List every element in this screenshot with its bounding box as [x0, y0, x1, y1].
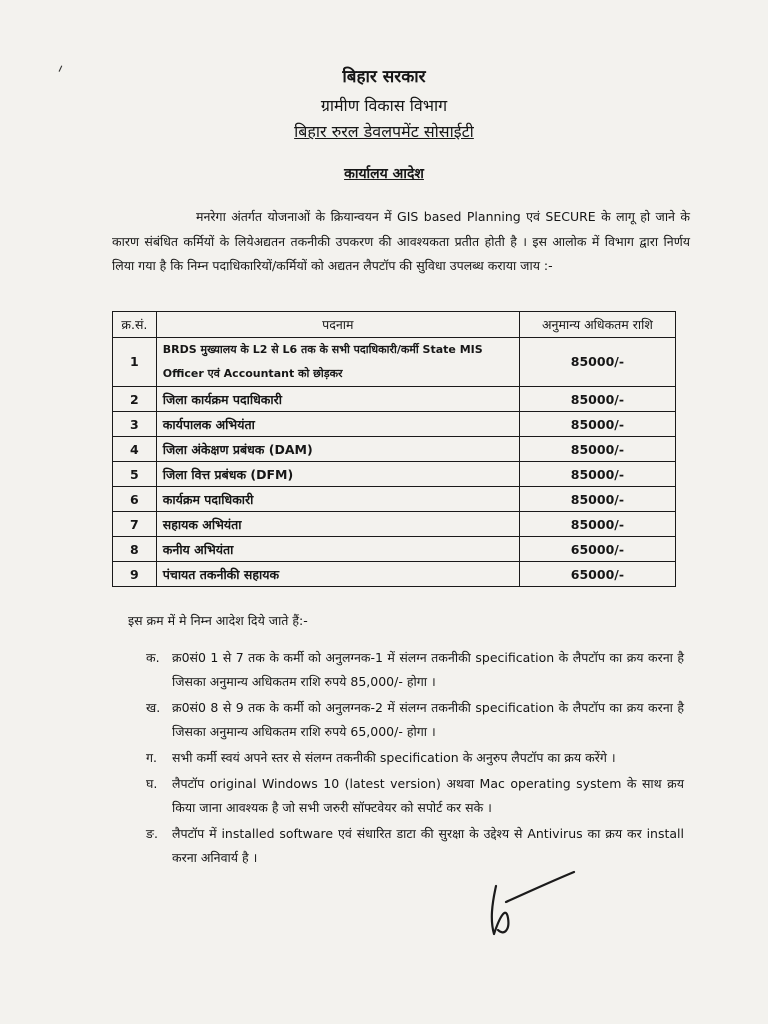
table-row	[113, 487, 676, 512]
row-amount: 65000/-	[519, 562, 675, 587]
row-serial: 9	[113, 562, 157, 587]
laptop-entitlement-table	[112, 311, 676, 587]
header-government: बिहार सरकार	[342, 67, 426, 87]
row-amount: 85000/-	[519, 338, 675, 387]
row-designation: कनीय अभियंता	[156, 537, 519, 562]
table-row	[113, 338, 676, 387]
header-max-amount: अनुमान्य अधिकतम राशि	[519, 312, 675, 338]
margin-tick-mark: ᐟ	[55, 61, 68, 82]
order-marker: ग.	[146, 750, 158, 765]
table-header-row	[113, 312, 676, 338]
order-text: सभी कर्मी स्वयं अपने स्तर से संलग्न तकनीकी specification के अनुरुप लैपटॉप का क्रय करेंगे ।	[172, 750, 616, 765]
header-designation: पदनाम	[156, 312, 519, 338]
table-row	[113, 387, 676, 412]
row-designation: BRDS मुख्यालय के L2 से L6 तक के सभी पदाधिकारी/कर्मी State MIS Officer एवं Accountant को छोड़कर	[156, 338, 519, 387]
order-marker: ङ.	[146, 826, 158, 841]
row-amount: 85000/-	[519, 387, 675, 412]
list-item	[128, 746, 684, 770]
list-item	[128, 772, 684, 820]
row-designation: जिला अंकेक्षण प्रबंधक (DAM)	[156, 437, 519, 462]
table-row	[113, 437, 676, 462]
row-designation: जिला वित्त प्रबंधक (DFM)	[156, 462, 519, 487]
order-marker: घ.	[146, 776, 158, 791]
table-row	[113, 562, 676, 587]
row-serial: 6	[113, 487, 157, 512]
row-serial: 3	[113, 412, 157, 437]
row-amount: 85000/-	[519, 512, 675, 537]
row-serial: 7	[113, 512, 157, 537]
list-item	[128, 822, 684, 870]
row-amount: 85000/-	[519, 462, 675, 487]
order-text: क्र0सं0 1 से 7 तक के कर्मी को अनुलग्नक-1 में संलग्न तकनीकी specification के लैपटॉप का क्रय करना है जिसका अनुमान्य अधिकतम राशि रुपये 85,000/- होगा ।	[172, 650, 684, 689]
table-row	[113, 537, 676, 562]
table-row	[113, 412, 676, 437]
intro-text: मनरेगा अंतर्गत योजनाओं के क्रियान्वयन में GIS based Planning एवं SECURE के लागू हो जाने के कारण संबंधित कर्मियों के लियेअद्यतन तकनीकी उपकरण की आवश्यकता प्रतीत होती है । इस आलोक में विभाग द्वारा निर्णय लिया गया है कि निम्न पदाधिकारियों/कर्मियों को अद्यतन लैपटॉप की सुविधा उपलब्ध कराया जाय :-	[112, 209, 690, 273]
order-text: क्र0सं0 8 से 9 तक के कर्मी को अनुलग्नक-2 में संलग्न तकनीकी specification के लैपटॉप का क्रय करना है जिसका अनुमान्य अधिकतम राशि रुपये 65,000/- होगा ।	[172, 700, 684, 739]
intro-paragraph	[112, 205, 690, 279]
row-designation: सहायक अभियंता	[156, 512, 519, 537]
row-designation: जिला कार्यक्रम पदाधिकारी	[156, 387, 519, 412]
header-society: बिहार रुरल डेवलपमेंट सोसाईटी	[294, 122, 474, 141]
order-text: लैपटॉप में installed software एवं संधारित डाटा की सुरक्षा के उद्देश्य से Antivirus का क्रय कर install करना अनिवार्य है ।	[172, 826, 684, 865]
order-text: लैपटॉप original Windows 10 (latest version) अथवा Mac operating system के साथ क्रय किया जाना आवश्यक है जो सभी जरुरी सॉफ्टवेयर को सपोर्ट कर सके ।	[172, 776, 684, 815]
row-designation: कार्यक्रम पदाधिकारी	[156, 487, 519, 512]
row-serial: 2	[113, 387, 157, 412]
header-department: ग्रामीण विकास विभाग	[320, 96, 448, 115]
row-amount: 85000/-	[519, 437, 675, 462]
order-marker: क.	[146, 650, 160, 665]
orders-intro: इस क्रम में मे निम्न आदेश दिये जाते हैं:-	[128, 613, 308, 628]
row-serial: 4	[113, 437, 157, 462]
list-item	[128, 646, 684, 694]
row-serial: 8	[113, 537, 157, 562]
header-serial: क्र.सं.	[113, 312, 157, 338]
order-marker: ख.	[146, 700, 161, 715]
row-serial: 1	[113, 338, 157, 387]
row-amount: 85000/-	[519, 412, 675, 437]
table-row	[113, 462, 676, 487]
row-designation: पंचायत तकनीकी सहायक	[156, 562, 519, 587]
signature	[478, 856, 578, 938]
row-amount: 65000/-	[519, 537, 675, 562]
row-amount: 85000/-	[519, 487, 675, 512]
row-designation: कार्यपालक अभियंता	[156, 412, 519, 437]
orders-list	[128, 646, 684, 872]
table-row	[113, 512, 676, 537]
office-order-title: कार्यालय आदेश	[344, 166, 424, 182]
row-serial: 5	[113, 462, 157, 487]
list-item	[128, 696, 684, 744]
